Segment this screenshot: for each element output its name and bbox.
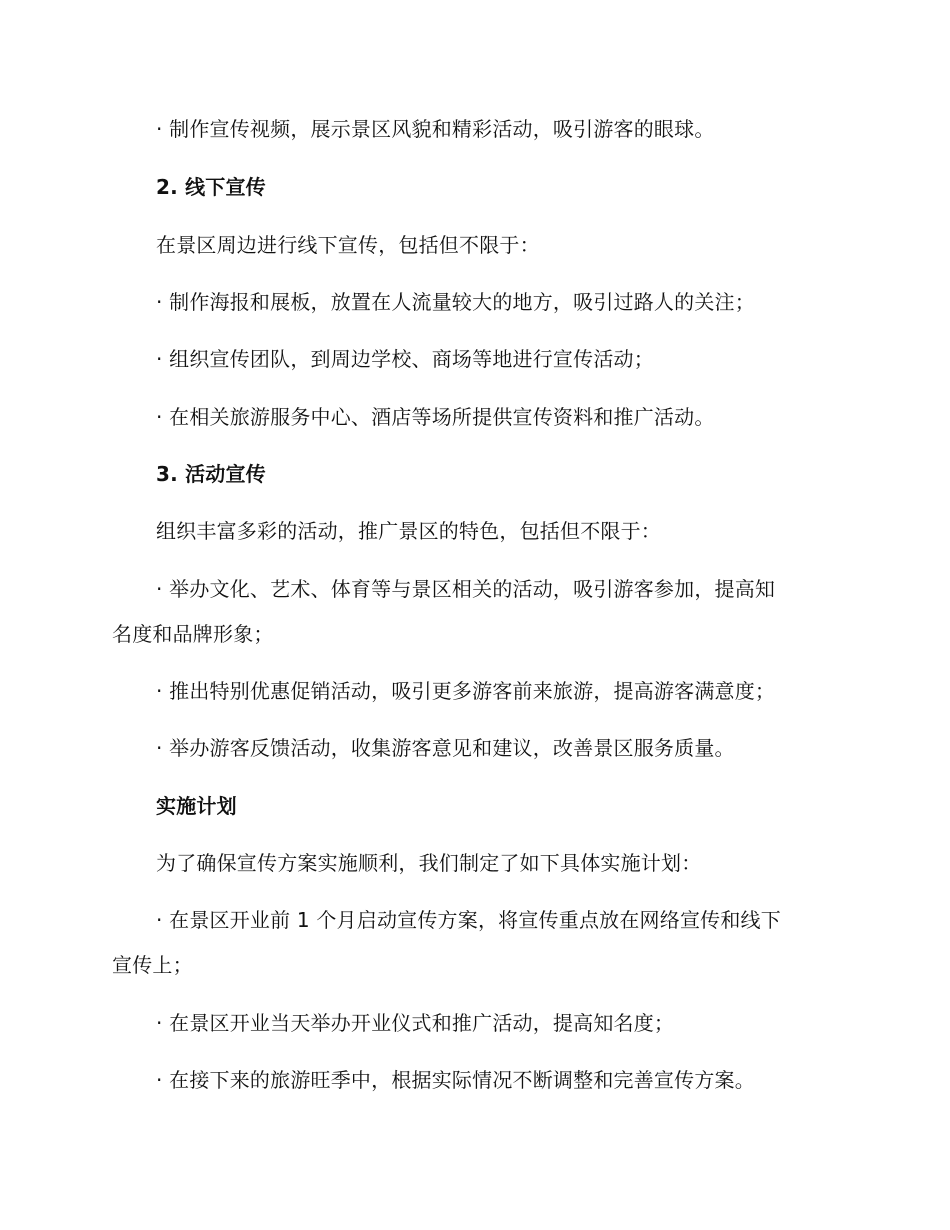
paragraph-plan-intro: 为了确保宣传方案实施顺利，我们制定了如下具体实施计划： [156,851,702,875]
bullet-plan-start: · 在景区开业前 1 个月启动宣传方案，将宣传重点放在网络宣传和线下 [156,908,781,932]
section-heading-plan: 实施计划 [156,794,237,818]
bullet-plan-start-continued: 宣传上； [112,953,193,977]
bullet-promo-team: · 组织宣传团队，到周边学校、商场等地进行宣传活动； [156,347,654,371]
bullet-opening-day: · 在景区开业当天举办开业仪式和推广活动，提高知名度； [156,1011,675,1035]
bullet-promo-video: · 制作宣传视频，展示景区风貌和精彩活动，吸引游客的眼球。 [156,117,715,141]
bullet-feedback: · 举办游客反馈活动，收集游客意见和建议，改善景区服务质量。 [156,736,735,760]
section-heading-offline: 2. 线下宣传 [156,175,266,199]
bullet-cultural-events: · 举办文化、艺术、体育等与景区相关的活动，吸引游客参加，提高知 [156,577,776,601]
paragraph-events-intro: 组织丰富多彩的活动，推广景区的特色，包括但不限于： [156,519,661,543]
bullet-service-centers: · 在相关旅游服务中心、酒店等场所提供宣传资料和推广活动。 [156,405,715,429]
bullet-posters: · 制作海报和展板，放置在人流量较大的地方，吸引过路人的关注； [156,290,755,314]
bullet-cultural-events-continued: 名度和品牌形象； [112,622,274,646]
bullet-promotions: · 推出特别优惠促销活动，吸引更多游客前来旅游，提高游客满意度； [156,679,776,703]
bullet-peak-season: · 在接下来的旅游旺季中，根据实际情况不断调整和完善宣传方案。 [156,1068,755,1092]
paragraph-offline-intro: 在景区周边进行线下宣传，包括但不限于： [156,233,540,257]
section-heading-events: 3. 活动宣传 [156,462,266,486]
